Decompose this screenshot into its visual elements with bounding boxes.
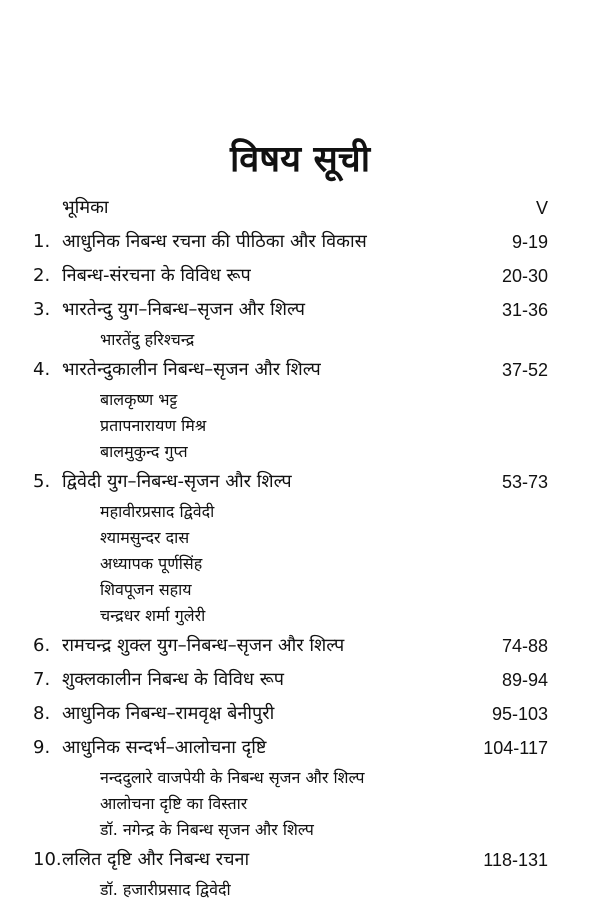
- sub-entry: डॉ. हजारीप्रसाद द्विवेदी: [100, 880, 231, 899]
- chapter-number: 6.: [33, 635, 51, 656]
- sub-entry: नन्ददुलारे वाजपेयी के निबन्ध सृजन और शिल्प: [100, 768, 365, 787]
- page-range: 37-52: [501, 360, 548, 380]
- page-title: विषय सूची: [229, 139, 371, 180]
- page-range: 89-94: [501, 670, 548, 690]
- page-range: 118-131: [483, 850, 548, 870]
- page-range: V: [535, 198, 548, 218]
- toc-entry-row: [0, 465, 600, 499]
- sub-entry: अध्यापक पूर्णसिंह: [100, 554, 203, 573]
- sub-entry: बालमुकुन्द गुप्त: [100, 442, 188, 461]
- sub-entry: श्यामसुन्दर दास: [100, 528, 190, 547]
- chapter-title: ललित दृष्टि और निबन्ध रचना: [62, 849, 250, 870]
- page-range: 95-103: [491, 704, 548, 724]
- toc-entry-row: [0, 697, 600, 731]
- chapter-title: निबन्ध-संरचना के विविध रूप: [62, 265, 251, 286]
- sub-entry: प्रतापनारायण मिश्र: [100, 416, 207, 435]
- toc-entry-row: [0, 629, 600, 663]
- toc-entry: [0, 731, 600, 843]
- toc-entry-row: [0, 663, 600, 697]
- chapter-title: भूमिका: [62, 197, 109, 218]
- toc-entry-row: [0, 259, 600, 293]
- chapter-number: 9.: [33, 737, 51, 758]
- chapter-title: रामचन्द्र शुक्ल युग–निबन्ध–सृजन और शिल्प: [62, 635, 345, 656]
- chapter-title: द्विवेदी युग–निबन्ध-सृजन और शिल्प: [62, 471, 292, 492]
- toc-entry: [0, 293, 600, 353]
- toc-entry: [0, 465, 600, 629]
- toc-entry: [0, 225, 600, 259]
- page-range: 53-73: [501, 472, 548, 492]
- sub-entry: शिवपूजन सहाय: [100, 580, 192, 599]
- table-of-contents: [0, 191, 600, 903]
- toc-entry-row: [0, 191, 600, 225]
- toc-entry: [0, 259, 600, 293]
- chapter-number: 8.: [33, 703, 51, 724]
- chapter-title: आधुनिक सन्दर्भ–आलोचना दृष्टि: [62, 737, 267, 758]
- page-range: 9-19: [511, 232, 548, 252]
- toc-entry: [0, 353, 600, 465]
- chapter-number: 4.: [33, 359, 51, 380]
- page-range: 104-117: [483, 738, 548, 758]
- toc-entry-row: [0, 225, 600, 259]
- page-range: 31-36: [501, 300, 548, 320]
- toc-entry: [0, 663, 600, 697]
- toc-entry: [0, 629, 600, 663]
- chapter-number: 3.: [33, 299, 51, 320]
- chapter-number: 5.: [33, 471, 51, 492]
- toc-entry-row: [0, 353, 600, 387]
- sub-entry: चन्द्रधर शर्मा गुलेरी: [100, 606, 206, 625]
- chapter-number: 10.: [33, 849, 62, 870]
- toc-entry-row: [0, 843, 600, 877]
- toc-entry-row: [0, 731, 600, 765]
- chapter-number: 1.: [33, 231, 51, 252]
- sub-entry: भारतेंदु हरिश्चन्द्र: [100, 330, 195, 349]
- page-range: 20-30: [501, 266, 548, 286]
- chapter-title: भारतेन्दु युग–निबन्ध–सृजन और शिल्प: [62, 299, 305, 320]
- sub-entry: डॉ. नगेन्द्र के निबन्ध सृजन और शिल्प: [100, 820, 314, 839]
- sub-entry: आलोचना दृष्टि का विस्तार: [100, 794, 248, 813]
- chapter-title: शुक्लकालीन निबन्ध के विविध रूप: [62, 669, 284, 690]
- toc-entry: [0, 191, 600, 225]
- chapter-title: आधुनिक निबन्ध रचना की पीठिका और विकास: [62, 231, 367, 252]
- chapter-title: भारतेन्दुकालीन निबन्ध–सृजन और शिल्प: [62, 359, 321, 380]
- chapter-number: 2.: [33, 265, 51, 286]
- chapter-number: 7.: [33, 669, 51, 690]
- toc-entry: [0, 697, 600, 731]
- toc-entry: [0, 843, 600, 903]
- sub-entry: बालकृष्ण भट्ट: [100, 390, 178, 409]
- toc-entry-row: [0, 293, 600, 327]
- page-range: 74-88: [501, 636, 548, 656]
- chapter-title: आधुनिक निबन्ध–रामवृक्ष बेनीपुरी: [62, 703, 275, 724]
- sub-entry: महावीरप्रसाद द्विवेदी: [100, 502, 215, 521]
